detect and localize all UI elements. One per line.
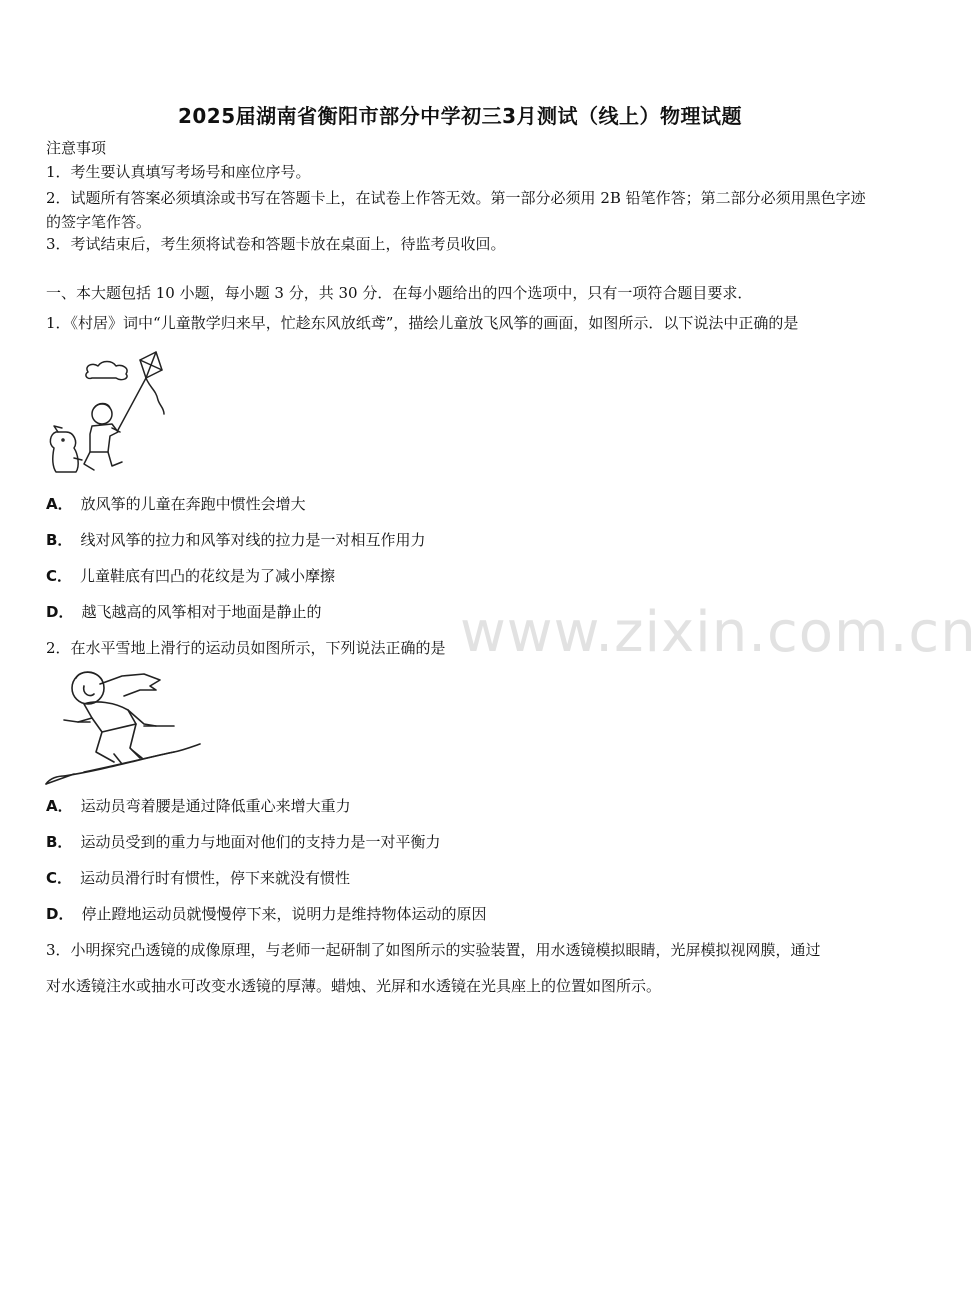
option-text: 线对风筝的拉力和风筝对线的拉力是一对相互作用力 (80, 531, 426, 549)
option-letter: B． (46, 531, 73, 549)
option-letter: D． (46, 603, 74, 621)
kite-child-figure (46, 348, 172, 476)
question-2-stem: 2．在水平雪地上滑行的运动员如图所示，下列说法正确的是 (46, 639, 446, 657)
question-3-stem-line-2: 对水透镜注水或抽水可改变水透镜的厚薄。蜡烛、光屏和水透镜在光具座上的位置如图所示。 (46, 977, 662, 995)
option-letter: A． (46, 797, 73, 815)
skier-figure (44, 666, 204, 788)
section-heading: 一、本大题包括 10 小题，每小题 3 分，共 30 分．在每小题给出的四个选项中，只有一项符合题目要求． (46, 284, 753, 302)
option-text: 儿童鞋底有凹凸的花纹是为了减小摩擦 (80, 567, 336, 585)
question-3-stem-line-1: 3．小明探究凸透镜的成像原理，与老师一起研制了如图所示的实验装置，用水透镜模拟眼睛，光屏模拟视网膜，通过 (46, 941, 821, 959)
option-text: 运动员弯着腰是通过降低重心来增大重力 (80, 797, 351, 815)
notice-item-1: 1．考生要认真填写考场号和座位序号。 (46, 163, 311, 181)
question-2-option-a (46, 796, 351, 816)
notice-heading: 注意事项 (46, 139, 107, 157)
question-2-option-d (46, 904, 486, 924)
question-1-option-a (46, 494, 306, 514)
option-letter: A． (46, 495, 73, 513)
question-2-option-b (46, 832, 440, 852)
question-1-stem: 1．《村居》词中“儿童散学归来早，忙趁东风放纸鸢”，描绘儿童放飞风筝的画面，如图所示．以下说法中正确的是 (46, 314, 799, 332)
option-letter: B． (46, 833, 73, 851)
option-text: 放风筝的儿童在奔跑中惯性会增大 (80, 495, 306, 513)
option-text: 停止蹬地运动员就慢慢停下来，说明力是维持物体运动的原因 (81, 905, 487, 923)
option-text: 运动员滑行时有惯性，停下来就没有惯性 (80, 869, 351, 887)
option-letter: C． (46, 567, 73, 585)
option-text: 越飞越高的风筝相对于地面是静止的 (81, 603, 322, 621)
question-1-option-c (46, 566, 335, 586)
page-title: 2025届湖南省衡阳市部分中学初三3月测试（线上）物理试题 (177, 104, 743, 128)
option-text: 运动员受到的重力与地面对他们的支持力是一对平衡力 (80, 833, 441, 851)
option-letter: D． (46, 905, 74, 923)
notice-item-2: 2．试题所有答案必须填涂或书写在答题卡上，在试卷上作答无效。第一部分必须用 2B 铅笔作答；第二部分必须用黑色字迹的签字笔作答。 (46, 189, 866, 231)
question-1-option-d (46, 602, 321, 622)
option-letter: C． (46, 869, 73, 887)
notice-item-3: 3．考试结束后，考生须将试卷和答题卡放在桌面上，待监考员收回。 (46, 235, 506, 253)
question-2-option-c (46, 868, 350, 888)
question-1-option-b (46, 530, 425, 550)
watermark: www.zixin.com.cn (460, 600, 977, 665)
